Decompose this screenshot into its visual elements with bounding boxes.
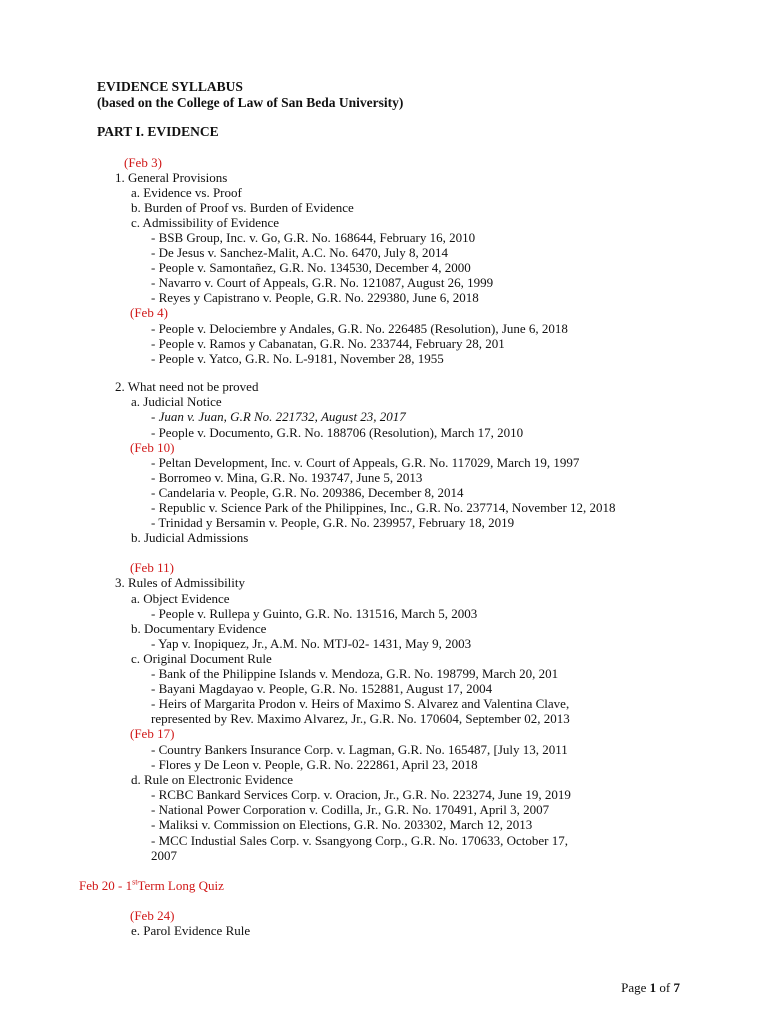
- case-citation: - De Jesus v. Sanchez-Malit, A.C. No. 6470, July 8, 2014: [151, 245, 449, 260]
- case-citation: - People v. Delociembre y Andales, G.R. No. 226485 (Resolution), June 6, 2018: [151, 321, 568, 336]
- quiz-label-suffix: Term Long Quiz: [137, 878, 224, 893]
- case-citation: - Flores y De Leon v. People, G.R. No. 222861, April 23, 2018: [151, 757, 478, 772]
- subtopic: a. Object Evidence: [131, 591, 230, 606]
- case-citation: - People v. Samontañez, G.R. No. 134530, December 4, 2000: [151, 260, 471, 275]
- quiz-label-superscript: st: [132, 877, 138, 887]
- case-citation: - Bayani Magdayao v. People, G.R. No. 152881, August 17, 2004: [151, 681, 493, 696]
- case-citation: 2007: [151, 848, 177, 863]
- date-label: (Feb 10): [130, 440, 175, 455]
- page-number-middle: of: [656, 980, 674, 995]
- case-citation: - People v. Documento, G.R. No. 188706 (Resolution), March 17, 2010: [151, 425, 524, 440]
- subtopic: b. Judicial Admissions: [131, 530, 249, 545]
- page-number: [621, 980, 680, 996]
- case-citation: - People v. Yatco, G.R. No. L-9181, November 28, 1955: [151, 351, 444, 366]
- case-citation: - Yap v. Inopiquez, Jr., A.M. No. MTJ-02- 1431, May 9, 2003: [151, 636, 472, 651]
- subtopic: b. Documentary Evidence: [131, 621, 267, 636]
- topic-heading: 2. What need not be proved: [115, 379, 259, 394]
- document-subtitle: (based on the College of Law of San Beda University): [97, 95, 404, 110]
- case-citation: - BSB Group, Inc. v. Go, G.R. No. 168644, February 16, 2010: [151, 230, 476, 245]
- case-citation: - Candelaria v. People, G.R. No. 209386, December 8, 2014: [151, 485, 464, 500]
- date-label: (Feb 4): [130, 305, 168, 320]
- document-title: EVIDENCE SYLLABUS: [97, 79, 243, 94]
- case-citation: - Bank of the Philippine Islands v. Mendoza, G.R. No. 198799, March 20, 201: [151, 666, 559, 681]
- case-citation: - Reyes y Capistrano v. People, G.R. No. 229380, June 6, 2018: [151, 290, 479, 305]
- subtopic: a. Evidence vs. Proof: [131, 185, 242, 200]
- quiz-label-prefix: Feb 20 - 1: [79, 878, 133, 893]
- case-citation: - Peltan Development, Inc. v. Court of Appeals, G.R. No. 117029, March 19, 1997: [151, 455, 580, 470]
- case-citation: - Maliksi v. Commission on Elections, G.R. No. 203302, March 12, 2013: [151, 817, 533, 832]
- case-citation: - Country Bankers Insurance Corp. v. Lagman, G.R. No. 165487, [July 13, 2011: [151, 742, 568, 757]
- page-number-prefix: Page: [621, 980, 650, 995]
- page-number-total: 7: [673, 980, 680, 995]
- quiz-label: [79, 878, 224, 893]
- case-citation: - People v. Ramos y Cabanatan, G.R. No. 233744, February 28, 201: [151, 336, 505, 351]
- topic-heading: 3. Rules of Admissibility: [115, 575, 246, 590]
- subtopic: b. Burden of Proof vs. Burden of Evidence: [131, 200, 354, 215]
- date-label: (Feb 17): [130, 726, 175, 741]
- case-citation: - Juan v. Juan, G.R No. 221732, August 23, 2017: [151, 409, 406, 424]
- page-number-current: 1: [649, 980, 657, 995]
- case-citation: - RCBC Bankard Services Corp. v. Oracion, Jr., G.R. No. 223274, June 19, 2019: [151, 787, 571, 802]
- subtopic: d. Rule on Electronic Evidence: [131, 772, 294, 787]
- subtopic: c. Original Document Rule: [131, 651, 272, 666]
- subtopic: e. Parol Evidence Rule: [131, 923, 251, 938]
- topic-heading: 1. General Provisions: [115, 170, 228, 185]
- date-label: (Feb 24): [130, 908, 175, 923]
- case-citation: - People v. Rullepa y Guinto, G.R. No. 131516, March 5, 2003: [151, 606, 478, 621]
- case-citation: - Heirs of Margarita Prodon v. Heirs of Maximo S. Alvarez and Valentina Clave,: [151, 696, 570, 711]
- date-label: (Feb 11): [130, 560, 174, 575]
- case-citation: - Republic v. Science Park of the Philippines, Inc., G.R. No. 237714, November 12, 2018: [151, 500, 616, 515]
- subtopic: a. Judicial Notice: [131, 394, 222, 409]
- date-label: (Feb 3): [124, 155, 162, 170]
- case-citation: - MCC Industial Sales Corp. v. Ssangyong Corp., G.R. No. 170633, October 17,: [151, 833, 568, 848]
- case-citation: - Trinidad y Bersamin v. People, G.R. No. 239957, February 18, 2019: [151, 515, 515, 530]
- subtopic: c. Admissibility of Evidence: [131, 215, 280, 230]
- part-heading: PART I. EVIDENCE: [97, 124, 219, 139]
- case-citation: represented by Rev. Maximo Alvarez, Jr., G.R. No. 170604, September 02, 2013: [151, 711, 570, 726]
- case-citation: - National Power Corporation v. Codilla, Jr., G.R. No. 170491, April 3, 2007: [151, 802, 550, 817]
- case-citation: - Navarro v. Court of Appeals, G.R. No. 121087, August 26, 1999: [151, 275, 494, 290]
- case-citation: - Borromeo v. Mina, G.R. No. 193747, June 5, 2013: [151, 470, 423, 485]
